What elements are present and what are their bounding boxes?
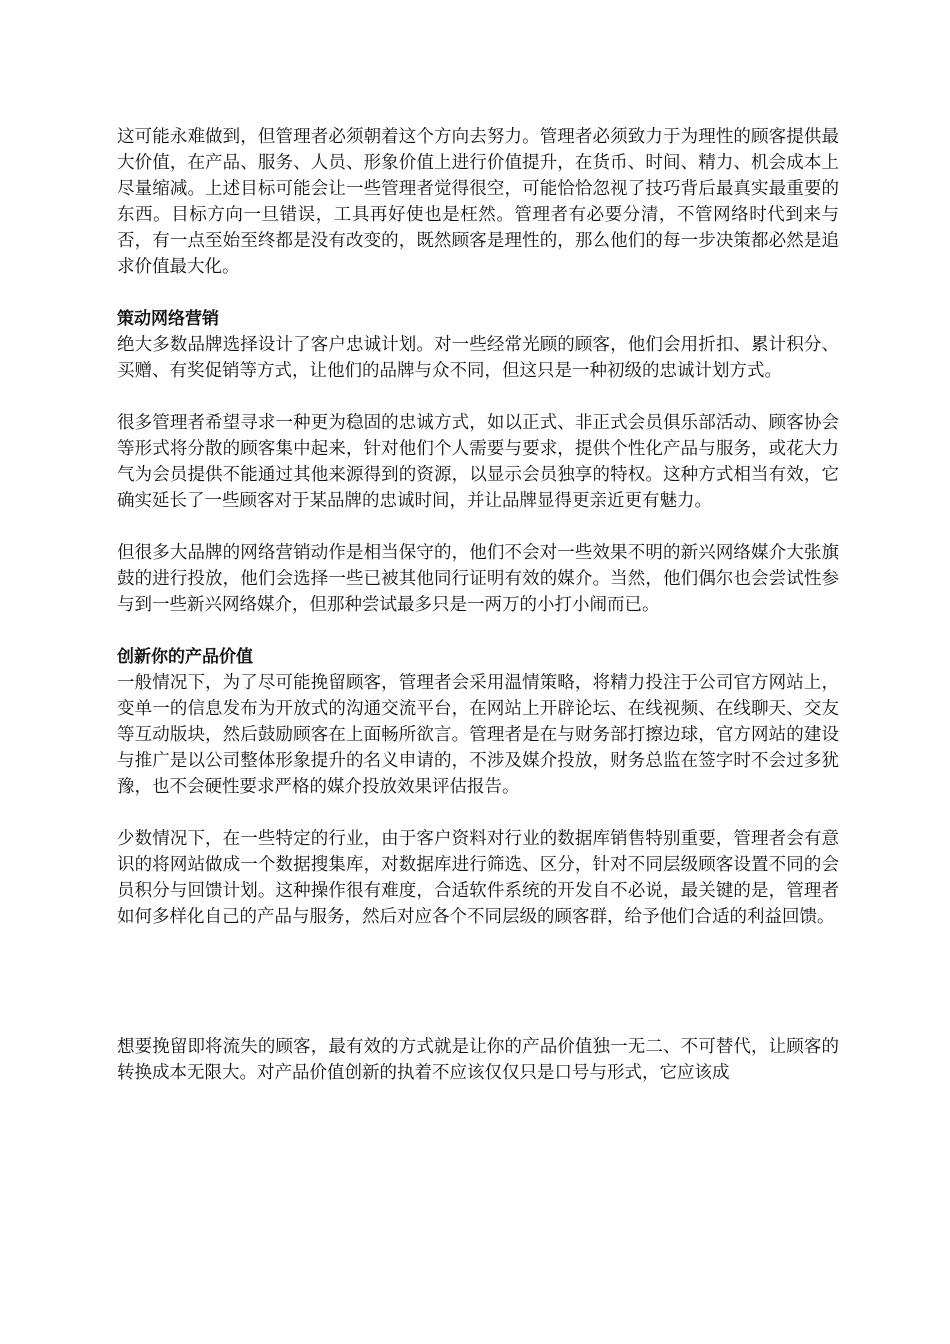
paragraph-official-website: 一般情况下，为了尽可能挽留顾客，管理者会采用温情策略，将精力投注于公司官方网站上，变单一的信息发布为开放式的沟通交流平台，在网站上开辟论坛、在线视频、在线聊天、交友等互动版块，然后鼓励顾客在上面畅所欲言。管理者是在与财务部打擦边球，官方网站的建设与推广是以公司整体形象提升的名义申请的，不涉及媒介投放，财务总监在签字时不会过多犹豫，也不会硬性要求严格的媒介投放效果评估报告。 bbox=[117, 673, 839, 797]
document-page bbox=[117, 124, 839, 1086]
blank-gap bbox=[117, 930, 839, 1034]
paragraph-intro: 这可能永难做到，但管理者必须朝着这个方向去努力。管理者必须致力于为理性的顾客提供最大价值，在产品、服务、人员、形象价值上进行价值提升，在货币、时间、精力、机会成本上尽量缩减。上述目标可能会让一些管理者觉得很空，可能恰恰忽视了技巧背后最真实最重要的东西。目标方向一旦错误，工具再好使也是枉然。管理者有必要分清，不管网络时代到来与否，有一点至始至终都是没有改变的，既然顾客是理性的，那么他们的每一步决策都必然是追求价值最大化。 bbox=[117, 127, 839, 277]
paragraph-loyalty-plan: 绝大多数品牌选择设计了客户忠诚计划。对一些经常光顾的顾客，他们会用折扣、累计积分、买赠、有奖促销等方式，让他们的品牌与众不同，但这只是一种初级的忠诚计划方式。 bbox=[117, 335, 839, 381]
paragraph-database: 少数情况下，在一些特定的行业，由于客户资料对行业的数据库销售特别重要，管理者会有意识的将网站做成一个数据搜集库，对数据库进行筛选、区分，针对不同层级顾客设置不同的会员积分与回馈计划。这种操作很有难度，合适软件系统的开发自不必说，最关键的是，管理者如何多样化自己的产品与服务，然后对应各个不同层级的顾客群，给予他们合适的利益回馈。 bbox=[117, 829, 839, 927]
section-heading-network-marketing: 策动网络营销 bbox=[117, 309, 219, 329]
paragraph-retain-customers: 想要挽留即将流失的顾客，最有效的方式就是让你的产品价值独一无二、不可替代，让顾客的转换成本无限大。对产品价值创新的执着不应该仅仅只是口号与形式，它应该成 bbox=[117, 1037, 839, 1083]
paragraph-membership: 很多管理者希望寻求一种更为稳固的忠诚方式，如以正式、非正式会员俱乐部活动、顾客协会等形式将分散的顾客集中起来，针对他们个人需要与要求，提供个性化产品与服务，或花大力气为会员提供不能通过其他来源得到的资源，以显示会员独享的特权。这种方式相当有效，它确实延长了一些顾客对于某品牌的忠诚时间，并让品牌显得更亲近更有魅力。 bbox=[117, 413, 839, 511]
paragraph-conservative-brands: 但很多大品牌的网络营销动作是相当保守的，他们不会对一些效果不明的新兴网络媒介大张旗鼓的进行投放，他们会选择一些已被其他同行证明有效的媒介。当然，他们偶尔也会尝试性参与到一些新兴网络媒介，但那种尝试最多只是一两万的小打小闹而已。 bbox=[117, 543, 839, 615]
section-heading-product-value: 创新你的产品价值 bbox=[117, 647, 253, 667]
